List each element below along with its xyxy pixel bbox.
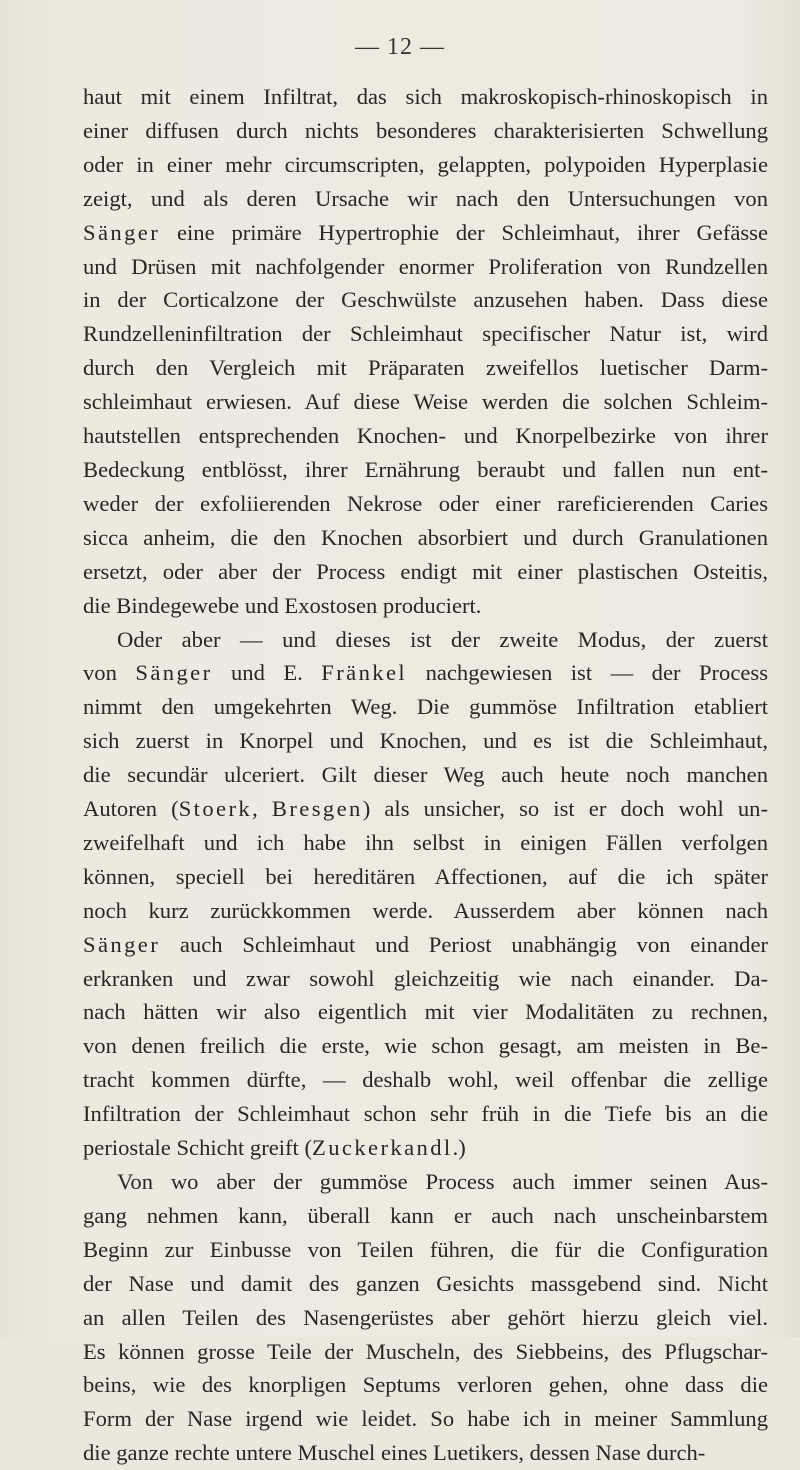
text-line: zweifelhaft und ich habe ihn selbst in einigen Fällen verfolgen bbox=[83, 829, 768, 855]
paragraph bbox=[83, 1165, 768, 1470]
text-line: noch kurz zurückkommen werde. Ausserdem aber können nach bbox=[83, 897, 768, 923]
text-line: Infiltration der Schleimhaut schon sehr früh in die Tiefe bis an die bbox=[83, 1101, 768, 1127]
text-line: Rundzelleninfiltration der Schleimhaut specifischer Natur ist, wird bbox=[83, 321, 768, 347]
text-line: von denen freilich die erste, wie schon gesagt, am meisten in Be- bbox=[83, 1033, 768, 1059]
text-line: können, speciell bei hereditären Affectionen, auf die ich später bbox=[83, 863, 768, 889]
paragraph bbox=[83, 623, 768, 1166]
text-line: Es können grosse Teile der Muscheln, des Siebbeins, des Pflugschar- bbox=[83, 1338, 768, 1364]
text-line: nach hätten wir also eigentlich mit vier Modalitäten zu rechnen, bbox=[83, 999, 768, 1025]
text-line: periostale Schicht greift (Zuckerkandl.) bbox=[83, 1135, 466, 1161]
text-line: sicca anheim, die den Knochen absorbiert und durch Granulationen bbox=[83, 524, 768, 550]
text-line: Sänger auch Schleimhaut und Periost unabhängig von einander bbox=[83, 931, 768, 957]
text-line: Sänger eine primäre Hypertrophie der Schleimhaut, ihrer Gefässe bbox=[83, 219, 768, 245]
text-line: und Drüsen mit nachfolgender enormer Proliferation von Rundzellen bbox=[83, 253, 768, 279]
page-number: — 12 — bbox=[355, 34, 445, 60]
text-line: Autoren (Stoerk, Bresgen) als unsicher, so ist er doch wohl un- bbox=[83, 796, 768, 822]
text-line: Form der Nase irgend wie leidet. So habe ich in meiner Sammlung bbox=[83, 1406, 768, 1432]
text-line: nimmt den umgekehrten Weg. Die gummöse Infiltration etabliert bbox=[83, 694, 768, 720]
text-line: an allen Teilen des Nasengerüstes aber gehört hierzu gleich viel. bbox=[83, 1304, 768, 1330]
text-line: haut mit einem Infiltrat, das sich makroskopisch-rhinoskopisch in bbox=[83, 84, 768, 109]
text-line: von Sänger und E. Fränkel nachgewiesen ist — der Process bbox=[83, 660, 768, 686]
text-line: weder der exfoliierenden Nekrose oder einer rareficierenden Caries bbox=[83, 490, 768, 516]
text-line: einer diffusen durch nichts besonderes charakterisierten Schwellung bbox=[83, 117, 768, 143]
text-line: Bedeckung entblösst, ihrer Ernährung beraubt und fallen nun ent- bbox=[83, 456, 768, 482]
text-line: schleimhaut erwiesen. Auf diese Weise werden die solchen Schleim- bbox=[83, 389, 768, 415]
text-line: zeigt, und als deren Ursache wir nach den Untersuchungen von bbox=[83, 185, 768, 211]
text-line: ersetzt, oder aber der Process endigt mit einer plastischen Osteitis, bbox=[83, 558, 768, 584]
text-line: in der Corticalzone der Geschwülste anzusehen haben. Dass diese bbox=[83, 287, 768, 313]
text-line: oder in einer mehr circumscripten, gelappten, polypoiden Hyperplasie bbox=[83, 151, 768, 177]
text-line: gang nehmen kann, überall kann er auch nach unscheinbarstem bbox=[83, 1202, 768, 1228]
text-line: Von wo aber der gummöse Process auch immer seinen Aus- bbox=[117, 1169, 768, 1194]
body-text bbox=[83, 80, 768, 1470]
text-line: Beginn zur Einbusse von Teilen führen, die für die Configuration bbox=[83, 1236, 768, 1262]
text-line: die ganze rechte untere Muschel eines Luetikers, dessen Nase durch- bbox=[83, 1440, 706, 1466]
text-line: Oder aber — und dieses ist der zweite Modus, der zuerst bbox=[117, 626, 768, 652]
text-line: erkranken und zwar sowohl gleichzeitig wie nach einander. Da- bbox=[83, 965, 768, 991]
paragraph bbox=[83, 80, 768, 623]
text-line: die secundär ulceriert. Gilt dieser Weg auch heute noch manchen bbox=[83, 762, 768, 788]
text-line: der Nase und damit des ganzen Gesichts massgebend sind. Nicht bbox=[83, 1270, 768, 1296]
text-line: hautstellen entsprechenden Knochen- und Knorpelbezirke von ihrer bbox=[83, 423, 768, 449]
text-line: beins, wie des knorpligen Septums verloren gehen, ohne dass die bbox=[83, 1372, 768, 1398]
text-line: die Bindegewebe und Exostosen produciert. bbox=[83, 592, 482, 618]
text-line: sich zuerst in Knorpel und Knochen, und es ist die Schleimhaut, bbox=[83, 728, 768, 754]
text-line: durch den Vergleich mit Präparaten zweifellos luetischer Darm- bbox=[83, 355, 768, 381]
text-line: tracht kommen dürfte, — deshalb wohl, weil offenbar die zellige bbox=[83, 1067, 768, 1093]
